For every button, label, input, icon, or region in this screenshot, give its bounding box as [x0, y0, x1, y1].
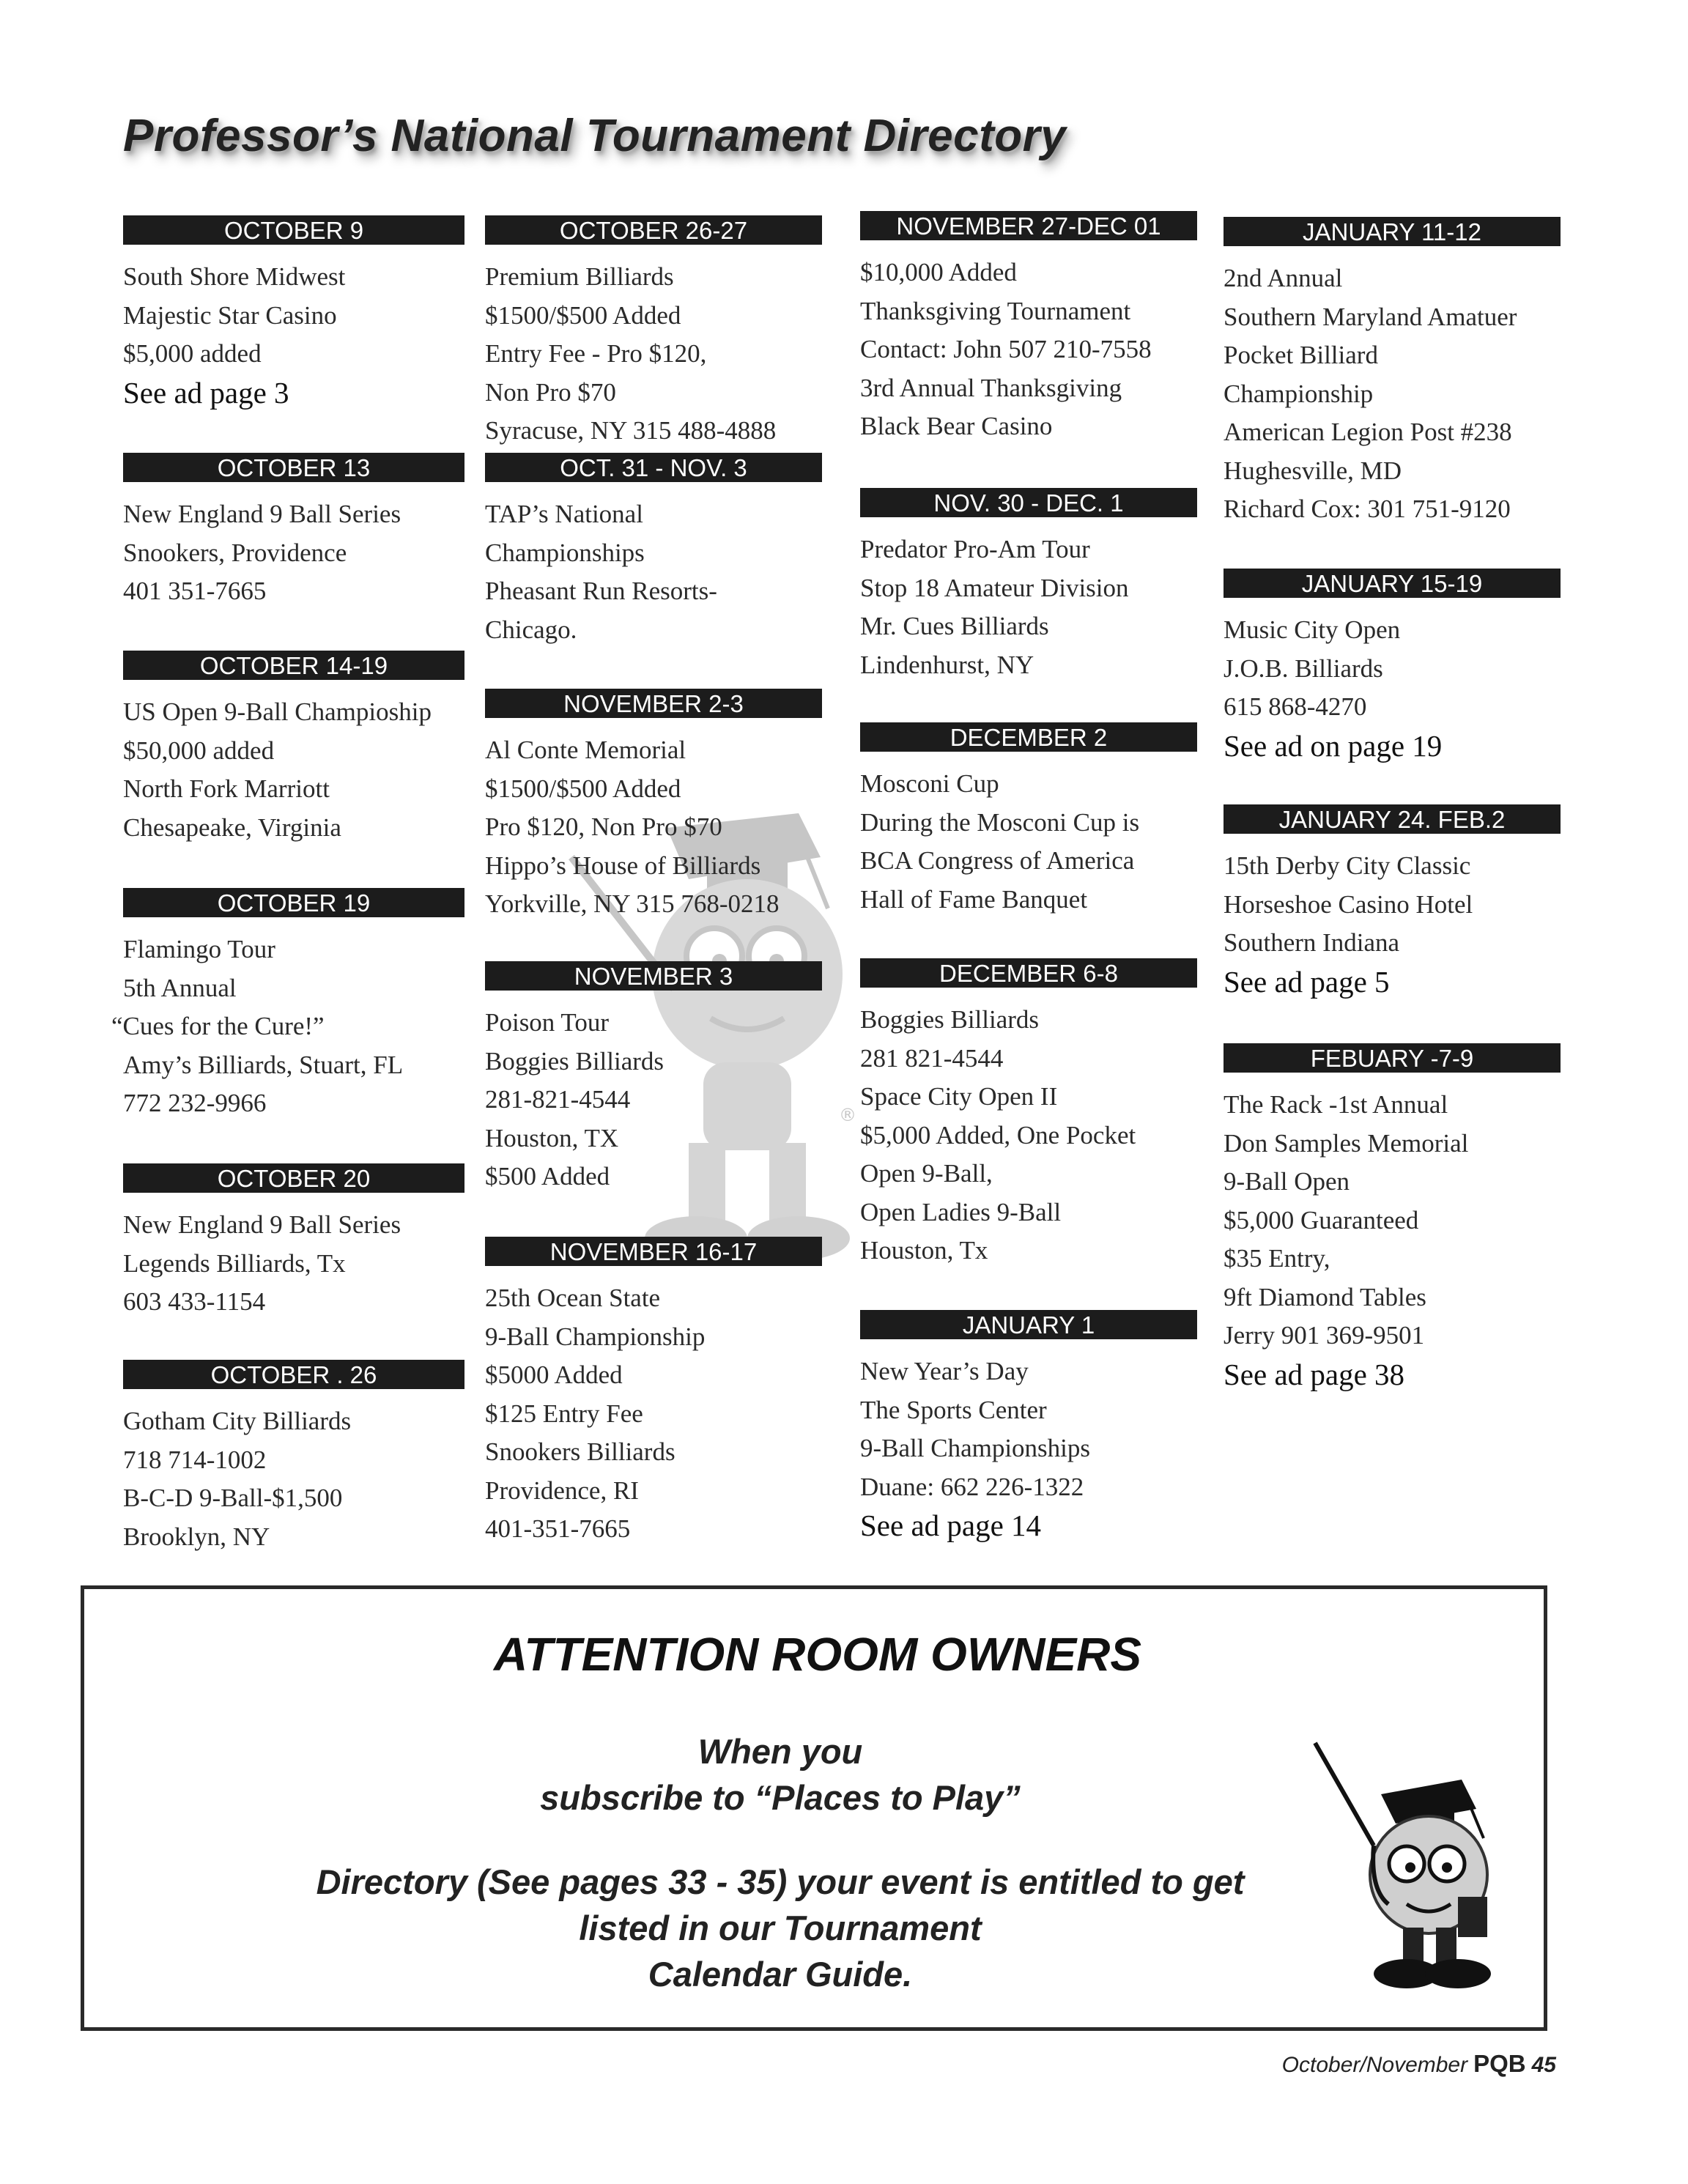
event-line: The Sports Center: [860, 1395, 1047, 1424]
event-line: Boggies Billiards: [860, 1005, 1040, 1034]
event-line: Black Bear Casino: [860, 412, 1053, 440]
event-line: 25th Ocean State: [485, 1284, 661, 1312]
event-line: Gotham City Billiards: [123, 1407, 352, 1435]
event-line: Non Pro $70: [485, 377, 616, 407]
event-line: Snookers Billiards: [485, 1437, 675, 1466]
event-line: Hall of Fame Banquet: [860, 884, 1088, 914]
event-line: 603 433-1154: [123, 1287, 266, 1316]
event-line: $5000 Added: [485, 1361, 623, 1389]
event-line: Mr. Cues Billiards: [860, 612, 1049, 640]
event-line: Houston, Tx: [860, 1236, 988, 1265]
event-line: North Fork Marriott: [123, 774, 330, 803]
event-date-header: DECEMBER 2: [860, 722, 1197, 752]
event-oct-31-nov-3: [485, 453, 822, 649]
event-october-13: [123, 453, 464, 611]
event-line: Southern Indiana: [1224, 928, 1400, 957]
event-date-header: OCTOBER 20: [123, 1163, 464, 1193]
event-line: Hughesville, MD: [1224, 456, 1402, 485]
event-january-11-12: [1224, 217, 1561, 529]
event-date-header: OCTOBER 14-19: [123, 651, 464, 680]
attention-line: Calendar Guide.: [648, 1955, 913, 1994]
event-line: 615 868-4270: [1224, 692, 1367, 721]
event-line: Al Conte Memorial: [485, 736, 686, 764]
footer-brand: PQB: [1473, 2050, 1526, 2077]
event-october-14-19: [123, 651, 464, 847]
event-line: $35 Entry,: [1224, 1244, 1330, 1273]
event-line: Houston, TX: [485, 1123, 619, 1152]
event-line: $5,000 Guaranteed: [1224, 1205, 1419, 1234]
event-line: TAP’s National: [485, 500, 643, 528]
event-line: Predator Pro-Am Tour: [860, 535, 1090, 563]
event-line: Space City Open II: [860, 1082, 1058, 1111]
event-date-header: OCT. 31 - NOV. 3: [485, 453, 822, 482]
event-date-header: OCTOBER 13: [123, 453, 464, 482]
event-line: Thanksgiving Tournament: [860, 296, 1131, 325]
event-november-27-dec-01: [860, 211, 1197, 446]
event-line: Stop 18 Amateur Division: [860, 573, 1129, 602]
event-line: Championship: [1224, 379, 1374, 408]
event-line: Syracuse, NY 315 488-4888: [485, 416, 777, 445]
event-line: 9ft Diamond Tables: [1224, 1282, 1426, 1311]
event-date-header: JANUARY 11-12: [1224, 217, 1561, 246]
event-date-header: NOV. 30 - DEC. 1: [860, 488, 1197, 517]
event-december-2: [860, 722, 1197, 919]
event-line: Pro $120, Non Pro $70: [485, 812, 722, 841]
event-line: 401-351-7665: [485, 1514, 631, 1543]
event-line: Snookers, Providence: [123, 538, 347, 567]
event-line: Jerry 901 369-9501: [1224, 1321, 1425, 1350]
attention-room-owners-box: [81, 1585, 1547, 2031]
event-line: $500 Added: [485, 1162, 610, 1191]
event-line: 718 714-1002: [123, 1445, 267, 1474]
event-line: Poison Tour: [485, 1008, 610, 1037]
event-line: Amy’s Billiards, Stuart, FL: [123, 1050, 404, 1079]
event-line: US Open 9-Ball Champioship: [123, 697, 432, 726]
event-line: “Cues for the Cure!”: [111, 1012, 325, 1040]
event-line: Premium Billiards: [485, 262, 674, 291]
event-line: Duane: 662 226-1322: [860, 1472, 1084, 1501]
event-november-16-17: [485, 1237, 822, 1549]
see-ad-reference: See ad page 14: [860, 1509, 1042, 1542]
event-line: 281-821-4544: [485, 1085, 631, 1114]
event-date-header: JANUARY 1: [860, 1310, 1197, 1339]
event-line: $125 Entry Fee: [485, 1399, 643, 1428]
attention-line: subscribe to “Places to Play”: [540, 1778, 1021, 1817]
event-date-header: OCTOBER 9: [123, 215, 464, 245]
event-line: 5th Annual: [123, 973, 237, 1002]
event-date-header: OCTOBER . 26: [123, 1360, 464, 1389]
event-line: Chesapeake, Virginia: [123, 812, 341, 842]
event-line: 401 351-7665: [123, 577, 267, 605]
event-line: Yorkville, NY 315 768-0218: [485, 889, 780, 918]
event-line: Lindenhurst, NY: [860, 650, 1034, 679]
event-line: 2nd Annual: [1224, 264, 1343, 292]
event-line: $5,000 added: [123, 339, 262, 368]
event-line: Open Ladies 9-Ball: [860, 1197, 1062, 1226]
event-date-header: DECEMBER 6-8: [860, 958, 1197, 988]
event-line: Southern Maryland Amatuer: [1224, 302, 1517, 331]
event-line: BCA Congress of America: [860, 846, 1135, 875]
event-date-header: NOVEMBER 3: [485, 961, 822, 991]
event-january-15-19: [1224, 569, 1561, 765]
event-october-26: [123, 1360, 464, 1556]
event-line: $5,000 Added, One Pocket: [860, 1120, 1136, 1150]
event-line: Mosconi Cup: [860, 769, 999, 798]
event-line: During the Mosconi Cup is: [860, 807, 1140, 837]
event-january-24-feb-2: [1224, 804, 1561, 1001]
event-line: Music City Open: [1224, 615, 1401, 644]
event-line: 9-Ball Championships: [860, 1434, 1091, 1462]
event-november-3: [485, 961, 822, 1196]
event-line: Richard Cox: 301 751-9120: [1224, 495, 1511, 523]
event-line: 9-Ball Open: [1224, 1167, 1350, 1196]
event-line: Boggies Billiards: [485, 1046, 665, 1076]
event-line: Open 9-Ball,: [860, 1159, 993, 1188]
event-line: $10,000 Added: [860, 258, 1017, 286]
event-line: Contact: John 507 210-7558: [860, 335, 1152, 363]
event-date-header: FEBUARY -7-9: [1224, 1043, 1561, 1073]
event-date-header: NOVEMBER 27-DEC 01: [860, 211, 1197, 240]
see-ad-reference: See ad page 38: [1224, 1357, 1405, 1391]
event-october-26-27: [485, 215, 822, 451]
event-febuary-7-9: [1224, 1043, 1561, 1393]
footer-issue: October/November: [1281, 2053, 1468, 2077]
event-line: Majestic Star Casino: [123, 300, 337, 330]
event-line: New Year’s Day: [860, 1357, 1029, 1385]
event-line: 15th Derby City Classic: [1224, 851, 1471, 880]
event-line: Providence, RI: [485, 1476, 639, 1505]
event-october-19: [111, 888, 464, 1123]
event-november-2-3: [485, 689, 822, 924]
event-date-header: OCTOBER 19: [123, 888, 464, 917]
event-line: New England 9 Ball Series: [123, 500, 401, 528]
event-date-header: NOVEMBER 16-17: [485, 1237, 822, 1266]
event-date-header: OCTOBER 26-27: [485, 215, 822, 245]
attention-heading: ATTENTION ROOM OWNERS: [493, 1628, 1142, 1681]
attention-line: Directory (See pages 33 - 35) your event is entitled to get: [316, 1862, 1245, 1901]
event-line: 281 821-4544: [860, 1043, 1004, 1073]
event-line: American Legion Post #238: [1224, 418, 1512, 446]
event-line: Don Samples Memorial: [1224, 1128, 1469, 1158]
event-line: Hippo’s House of Billiards: [485, 851, 761, 880]
event-line: J.O.B. Billiards: [1224, 654, 1383, 683]
event-line: 3rd Annual Thanksgiving: [860, 373, 1122, 402]
event-line: Pheasant Run Resorts-: [485, 577, 717, 605]
event-december-6-8: [860, 958, 1197, 1270]
event-line: $1500/$500 Added: [485, 774, 681, 803]
event-line: Chicago.: [485, 615, 577, 644]
event-october-9: [123, 215, 464, 412]
attention-line: When you: [697, 1732, 863, 1771]
event-january-1: [860, 1310, 1197, 1545]
registered-mark: ®: [839, 1105, 856, 1125]
event-line: Entry Fee - Pro $120,: [485, 339, 707, 368]
professor-mascot-icon: [1293, 1736, 1513, 1999]
event-date-header: JANUARY 15-19: [1224, 569, 1561, 598]
page-footer: [1282, 2050, 1556, 2078]
event-date-header: JANUARY 24. FEB.2: [1224, 804, 1561, 834]
event-line: $1500/$500 Added: [485, 300, 681, 330]
event-line: Brooklyn, NY: [123, 1522, 270, 1551]
see-ad-reference: See ad page 3: [123, 375, 289, 410]
page-title: Professor’s National Tournament Directory: [123, 111, 1067, 161]
event-line: Championships: [485, 538, 645, 567]
event-line: New England 9 Ball Series: [123, 1210, 401, 1239]
see-ad-reference: See ad on page 19: [1224, 728, 1443, 763]
event-line: Horseshoe Casino Hotel: [1224, 889, 1473, 919]
event-october-20: [123, 1163, 464, 1322]
event-date-header: NOVEMBER 2-3: [485, 689, 822, 718]
attention-line: listed in our Tournament: [579, 1909, 982, 1947]
event-line: 772 232-9966: [123, 1089, 267, 1117]
event-line: South Shore Midwest: [123, 262, 346, 291]
event-line: Pocket Billiard: [1224, 341, 1378, 369]
see-ad-reference: See ad page 5: [1224, 964, 1390, 999]
event-line: 9-Ball Championship: [485, 1322, 706, 1351]
event-nov-30-dec-1: [860, 488, 1197, 684]
event-line: Legends Billiards, Tx: [123, 1248, 346, 1278]
footer-page-number: 45: [1531, 2053, 1556, 2077]
event-line: $50,000 added: [123, 736, 275, 765]
event-line: B-C-D 9-Ball-$1,500: [123, 1484, 343, 1512]
event-line: Flamingo Tour: [123, 935, 275, 963]
event-line: The Rack -1st Annual: [1224, 1090, 1448, 1119]
attention-body: [84, 1728, 1476, 1997]
